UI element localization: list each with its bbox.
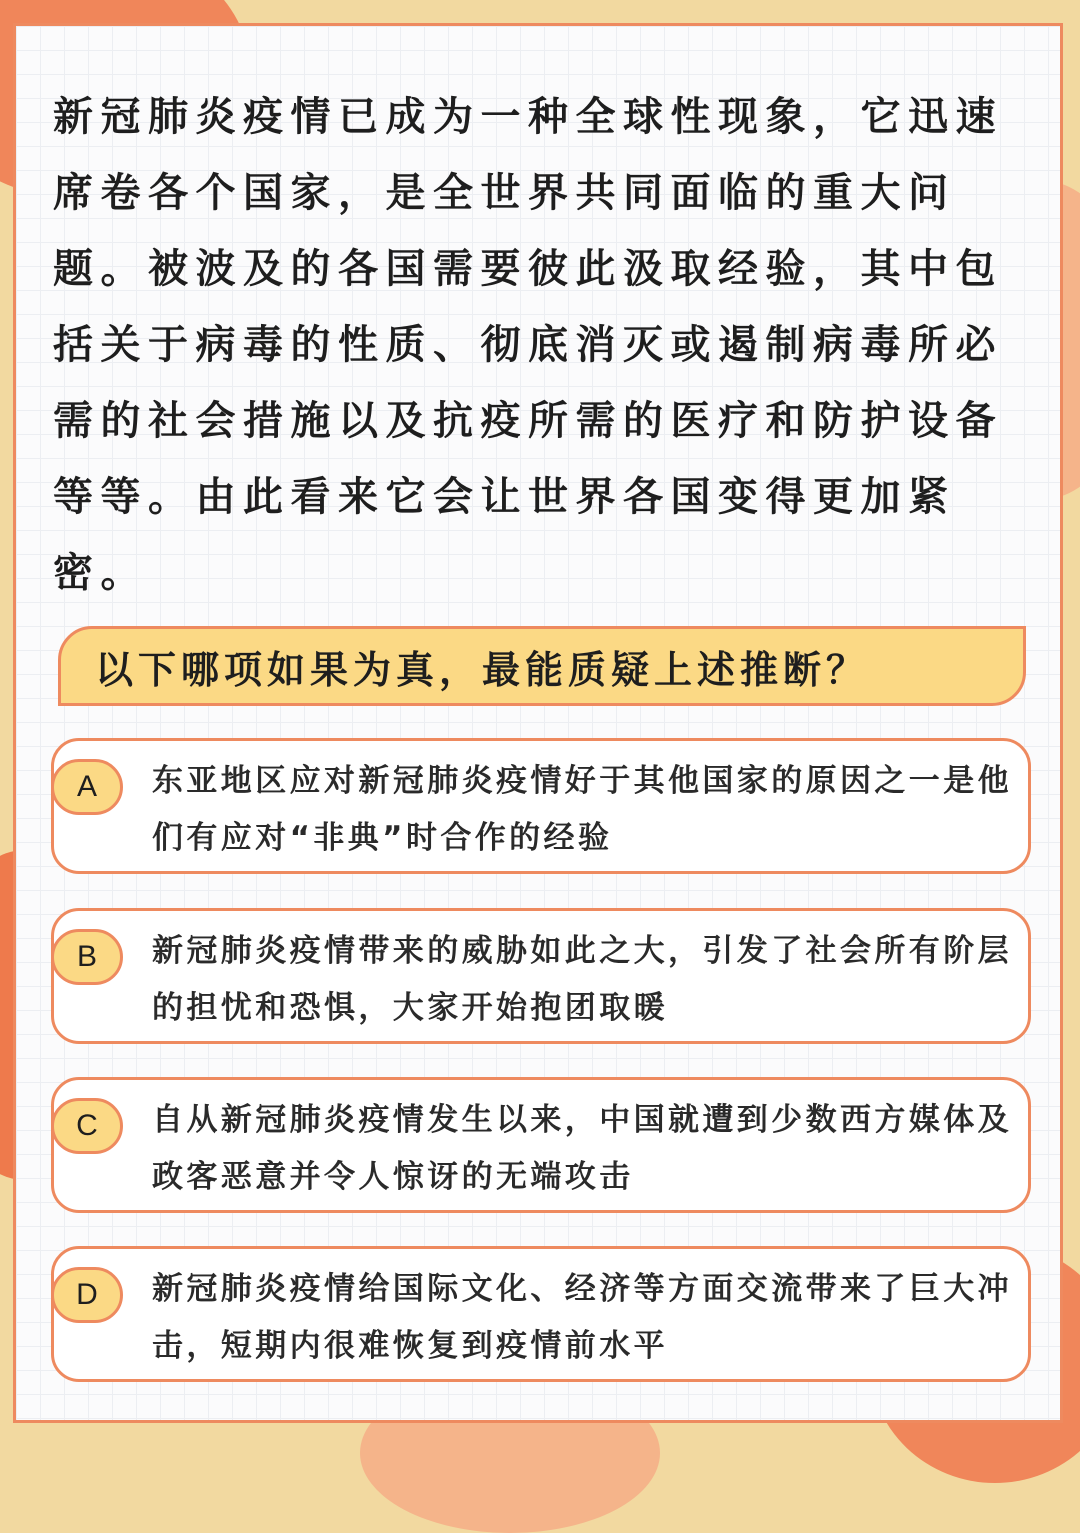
- option-text: 新冠肺炎疫情带来的威胁如此之大，引发了社会所有阶层的担忧和恐惧，大家开始抱团取暖: [152, 933, 1012, 1026]
- question-text: 以下哪项如果为真，最能质疑上述推断？: [95, 647, 870, 692]
- option-a[interactable]: [51, 738, 1031, 874]
- option-text: 自从新冠肺炎疫情发生以来，中国就遭到少数西方媒体及政客恶意并令人惊讶的无端攻击: [152, 1102, 1012, 1195]
- option-b[interactable]: [51, 908, 1031, 1044]
- question-banner: [58, 626, 1026, 706]
- question-card: [13, 23, 1063, 1423]
- option-text: 东亚地区应对新冠肺炎疫情好于其他国家的原因之一是他们有应对“非典”时合作的经验: [152, 763, 1012, 856]
- option-letter-badge: B: [51, 929, 123, 985]
- option-letter-badge: D: [51, 1267, 123, 1323]
- option-letter-badge: A: [51, 759, 123, 815]
- passage-text: 新冠肺炎疫情已成为一种全球性现象，它迅速席卷各个国家，是全世界共同面临的重大问题。被波及的各国需要彼此汲取经验，其中包括关于病毒的性质、彻底消灭或遏制病毒所必需的社会措施以及抗疫所需的医疗和防护设备等等。由此看来它会让世界各国变得更加紧密。: [53, 94, 1003, 596]
- option-c[interactable]: [51, 1077, 1031, 1213]
- option-d[interactable]: [51, 1246, 1031, 1382]
- option-text: 新冠肺炎疫情给国际文化、经济等方面交流带来了巨大冲击，短期内很难恢复到疫情前水平: [152, 1271, 1012, 1364]
- option-letter-badge: C: [51, 1098, 123, 1154]
